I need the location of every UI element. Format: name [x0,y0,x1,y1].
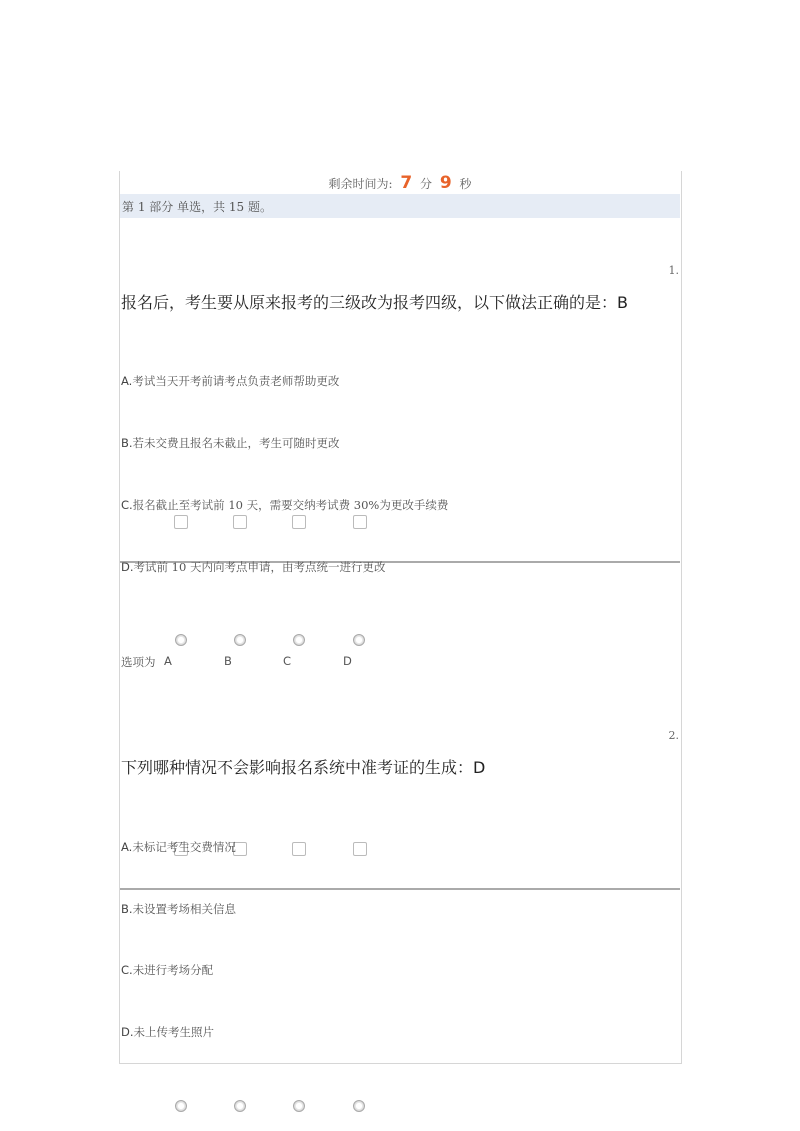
option-letter: C. [121,963,133,977]
question-title: 报名后，考生要从原来报考的三级改为报考四级，以下做法正确的是：B [121,293,628,312]
timer-prefix: 剩余时间为: [328,177,393,191]
option-b [121,901,236,917]
option-text: 若未交费且报名未截止，考生可随时更改 [132,436,340,450]
option-letter: D. [121,560,134,574]
option-c [121,497,448,513]
checkbox-c[interactable] [292,842,306,856]
section-header [120,194,680,218]
radio-a[interactable] [175,634,187,646]
option-text: 未上传考生照片 [133,1025,215,1039]
option-text: 考试前 10 天内向考点申请，由考点统一进行更改 [133,560,386,574]
choice-b-label: B [224,654,232,668]
option-text: 考试当天开考前请考点负责老师帮助更改 [132,374,340,388]
timer-seconds: 9 [439,173,452,193]
divider [120,888,680,890]
option-letter: B. [121,436,133,450]
checkbox-c[interactable] [292,515,306,529]
checkbox-b[interactable] [233,515,247,529]
option-text: 报名截止至考试前 10 天，需要交纳考试费 30%为更改手续费 [132,498,449,512]
choice-prefix: 选项为 [121,655,156,669]
choice-d-label: D [343,654,352,668]
option-c [121,962,213,978]
option-b [121,435,340,451]
option-a [121,373,339,389]
radio-a[interactable] [175,1100,187,1112]
option-d [121,559,385,575]
choice-a-label: A [164,654,172,668]
timer-second-unit: 秒 [459,177,472,191]
radio-b[interactable] [234,634,246,646]
option-d [121,1024,214,1040]
choice-c-label: C [283,654,292,668]
radio-b[interactable] [234,1100,246,1112]
radio-c[interactable] [293,634,305,646]
question-title: 下列哪种情况不会影响报名系统中准考证的生成：D [121,758,486,777]
radio-c[interactable] [293,1100,305,1112]
question-number: 1. [668,264,679,277]
option-a [121,839,236,855]
option-letter: A. [121,840,133,854]
checkbox-a[interactable] [174,515,188,529]
checkbox-d[interactable] [353,515,367,529]
option-letter: C. [121,498,133,512]
option-letter: A. [121,374,133,388]
section-label: 第 1 部分 单选，共 15 题。 [122,200,272,214]
radio-d[interactable] [353,634,365,646]
option-letter: B. [121,902,133,916]
option-text: 未设置考场相关信息 [132,902,237,916]
timer-minute-unit: 分 [420,177,433,191]
checkbox-d[interactable] [353,842,367,856]
countdown-timer [0,173,800,193]
option-text: 未标记考生交费情况 [132,840,236,854]
question-number: 2. [668,729,679,742]
radio-d[interactable] [353,1100,365,1112]
timer-minutes: 7 [400,173,413,193]
option-text: 未进行考场分配 [132,963,214,977]
option-letter: D. [121,1025,134,1039]
